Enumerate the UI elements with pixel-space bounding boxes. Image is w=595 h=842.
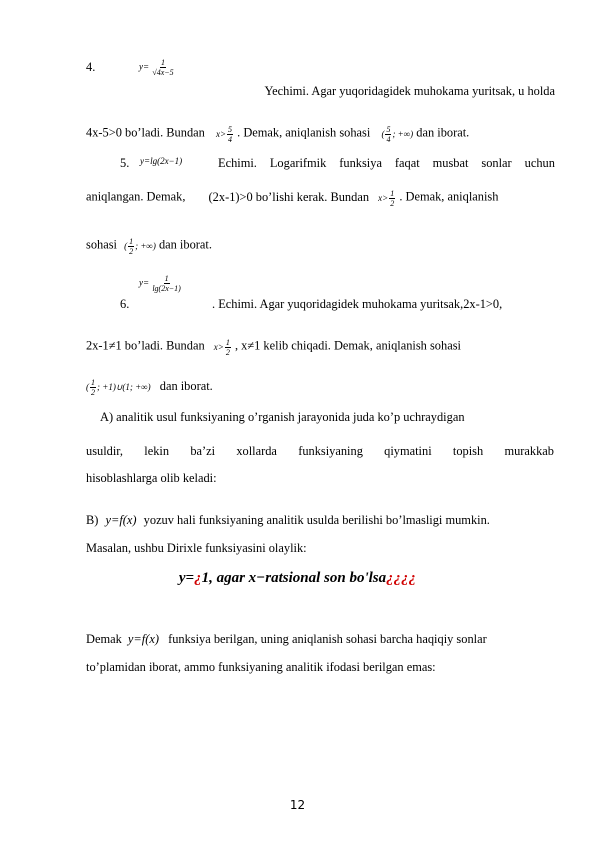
item-5-line3: sohasi ( $\frac{1}{2}$ ; +∞) dan iborat. xyxy=(86,237,212,256)
para-a-line2: usuldir, lekin ba’zi xollarda funksiyaning qiymatini topish murakkab xyxy=(86,444,554,458)
item-5-line2: aniqlangan. Demak, (2x-1)>0 bo’lishi kerak. Bundan x> $\frac{1}{2}$ . Demak, aniqlanish xyxy=(86,189,499,208)
item-4-number: 4. xyxy=(86,60,96,74)
para-a-line3: hisoblashlarga olib keladi: xyxy=(86,471,217,485)
item-4-text: Yechimi. Agar yuqoridagidek muhokama yuritsak, u holda xyxy=(264,84,555,98)
item-4-line2: 4x-5>0 bo’ladi. Bundan x> $\frac{5}{4}$ . Demak, aniqlanish sohasi ( $\frac{5}{4}$ ; +∞) dan iborat. xyxy=(86,125,470,144)
para-c-line2: to’plamidan iborat, ammo funksiyaning analitik ifodasi berilgan emas: xyxy=(86,660,436,674)
item-6-domain: ( $\frac{1}{2}$ ; +1)∪(1; +∞) xyxy=(86,378,151,397)
item-6-number: 6. xyxy=(120,297,130,311)
item-5-text: Echimi. Logarifmik funksiya faqat musbat sonlar uchun xyxy=(218,156,555,170)
item-6-line2: 2x-1≠1 bo’ladi. Bundan x> $\frac{1}{2}$ , x≠1 kelib chiqadi. Demak, aniqlanish sohasi xyxy=(86,338,461,357)
para-c-line1: Demak y=f(x) funksiya berilgan, uning aniqlanish sohasi barcha haqiqiy sonlar xyxy=(86,632,487,646)
item-4-condition: x> $\frac{5}{4}$ xyxy=(215,125,233,144)
item-6-formula: y= $\frac{1}{\lg(2x-1)}$ xyxy=(139,274,181,293)
item-5-domain: ( $\frac{1}{2}$ ; +∞) xyxy=(124,237,156,256)
item-5-number: 5. xyxy=(120,156,130,170)
item-4-formula: y= $\frac{1}{√4x-5}$ xyxy=(139,58,174,77)
para-b-line2: Masalan, ushbu Dirixle funksiyasini olaylik: xyxy=(86,541,307,555)
page-number: 12 xyxy=(289,798,306,812)
item-4-domain: ( $\frac{5}{4}$ ; +∞) xyxy=(381,125,414,144)
para-a: A) analitik usul funksiyaning o’rganish jarayonida juda ko’p uchraydigan xyxy=(100,410,465,424)
dirichlet-formula: y=¿1, agar x−ratsional son bo'lsa¿¿¿¿ xyxy=(178,570,417,586)
item-5-formula: y=lg(2x−1) xyxy=(140,156,183,166)
item-5-condition: x> $\frac{1}{2}$ xyxy=(378,189,395,208)
item-6-condition: x> $\frac{1}{2}$ xyxy=(213,338,230,357)
para-b-line1: B) y=f(x) yozuv hali funksiyaning analitik usulda berilishi bo’lmasligi mumkin. xyxy=(86,513,490,527)
item-6-line3: ( $\frac{1}{2}$ ; +1)∪(1; +∞) dan iborat. xyxy=(86,378,213,397)
item-6-text: . Echimi. Agar yuqoridagidek muhokama yuritsak,2x-1>0, xyxy=(212,297,503,311)
